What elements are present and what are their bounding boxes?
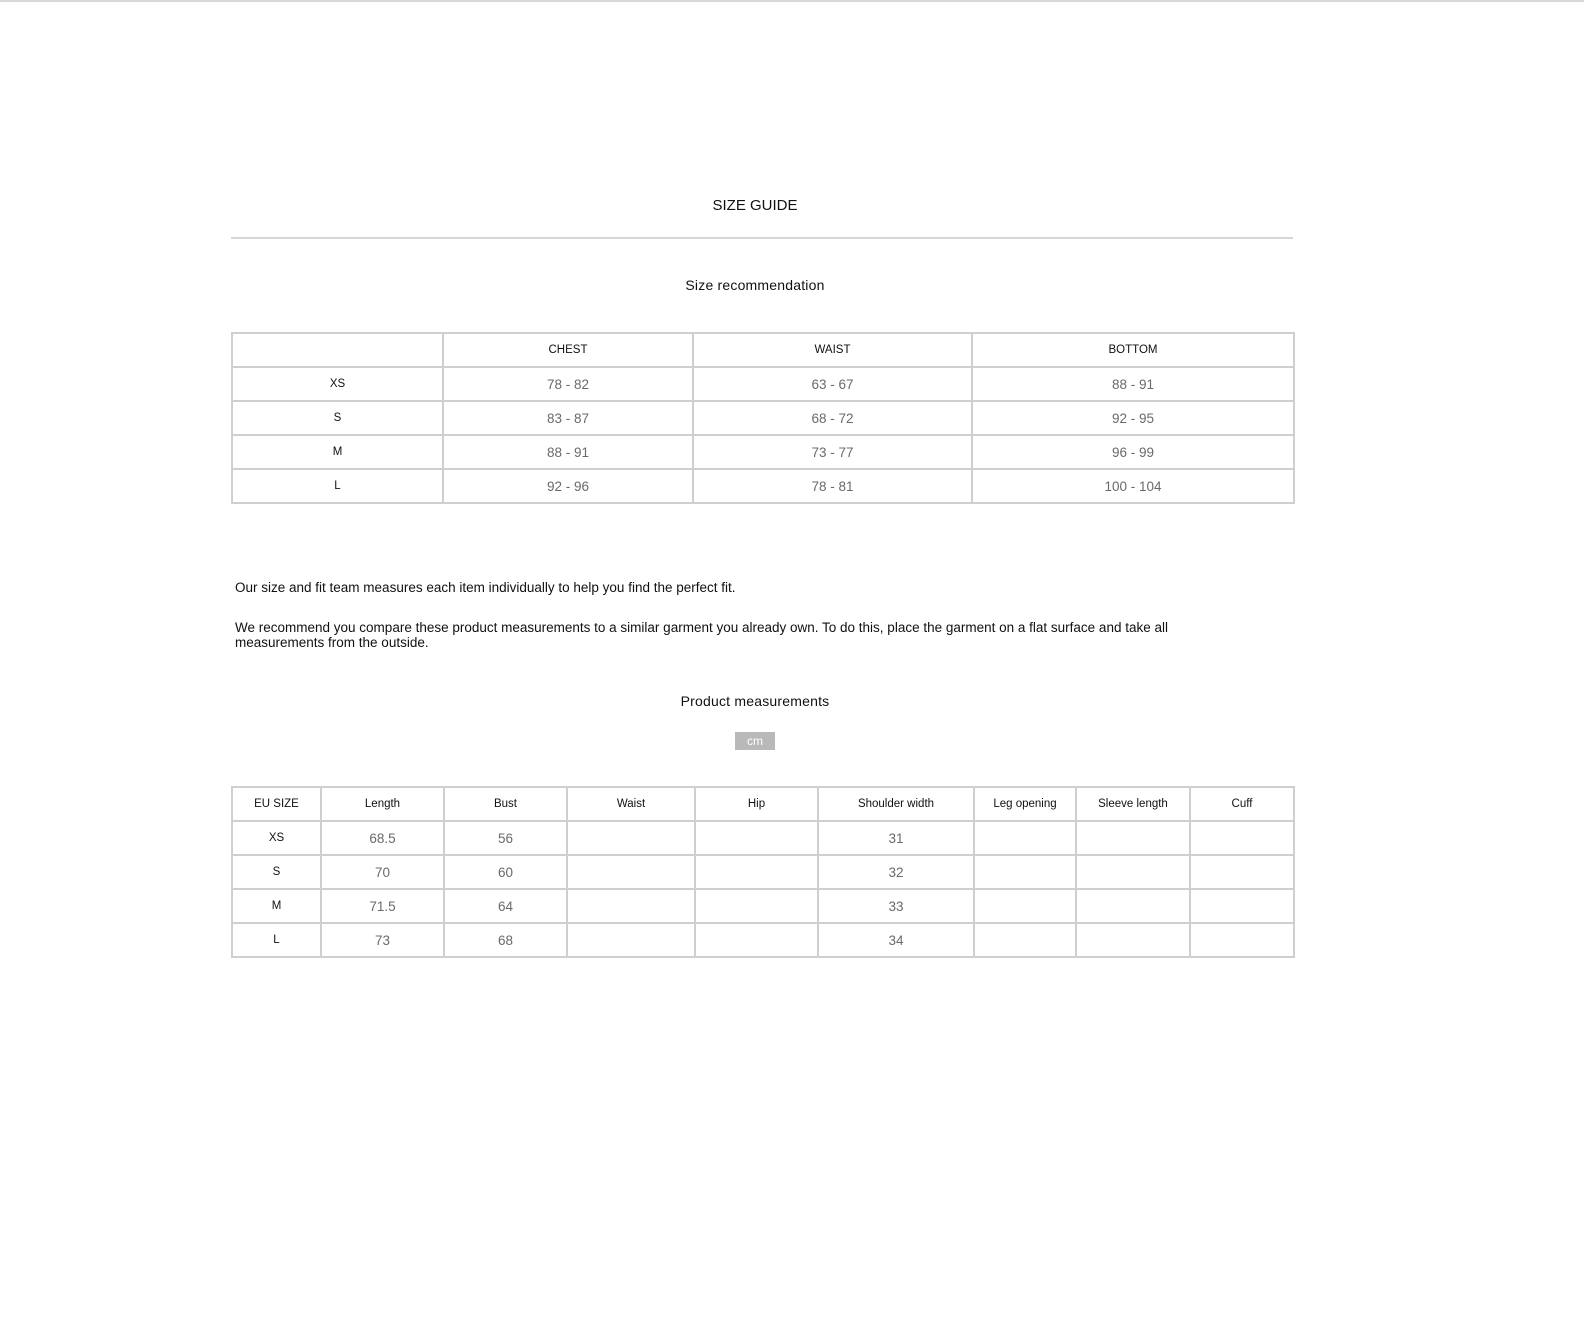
bust-value: 56 xyxy=(444,821,567,855)
cuff-value xyxy=(1190,855,1294,889)
header-cell-leg-opening: Leg opening xyxy=(974,787,1076,821)
header-cell-size xyxy=(232,333,443,367)
leg-opening-value xyxy=(974,855,1076,889)
fit-team-paragraph: Our size and fit team measures each item individually to help you find the perfect fit. xyxy=(235,580,736,595)
bust-value: 64 xyxy=(444,889,567,923)
cuff-value xyxy=(1190,821,1294,855)
size-recommendation-table xyxy=(231,332,1295,504)
top-border xyxy=(0,0,1584,2)
table-row xyxy=(232,367,1294,401)
cuff-value xyxy=(1190,923,1294,957)
waist-value: 73 - 77 xyxy=(693,435,972,469)
waist-value xyxy=(567,923,695,957)
product-measurements-heading: Product measurements xyxy=(680,693,830,709)
size-label: S xyxy=(232,855,321,889)
chest-value: 83 - 87 xyxy=(443,401,693,435)
shoulder-width-value: 31 xyxy=(818,821,974,855)
hip-value xyxy=(695,855,818,889)
header-cell-waist: WAIST xyxy=(693,333,972,367)
table-row xyxy=(232,401,1294,435)
cuff-value xyxy=(1190,889,1294,923)
hip-value xyxy=(695,889,818,923)
table-row xyxy=(232,435,1294,469)
hip-value xyxy=(695,923,818,957)
header-cell-bottom: BOTTOM xyxy=(972,333,1294,367)
waist-value: 78 - 81 xyxy=(693,469,972,503)
size-label: M xyxy=(232,435,443,469)
size-recommendation-heading: Size recommendation xyxy=(685,277,825,293)
size-label: L xyxy=(232,469,443,503)
header-cell-cuff: Cuff xyxy=(1190,787,1294,821)
page-title: SIZE GUIDE xyxy=(712,197,798,214)
shoulder-width-value: 33 xyxy=(818,889,974,923)
product-measurements-table xyxy=(231,786,1295,958)
table-row xyxy=(232,469,1294,503)
length-value: 68.5 xyxy=(321,821,444,855)
length-value: 70 xyxy=(321,855,444,889)
sleeve-length-value xyxy=(1076,855,1190,889)
header-cell-shoulder-width: Shoulder width xyxy=(818,787,974,821)
table-row xyxy=(232,923,1294,957)
hip-value xyxy=(695,821,818,855)
bottom-value: 88 - 91 xyxy=(972,367,1294,401)
size-label: S xyxy=(232,401,443,435)
header-cell-chest: CHEST xyxy=(443,333,693,367)
bottom-value: 100 - 104 xyxy=(972,469,1294,503)
length-value: 71.5 xyxy=(321,889,444,923)
waist-value xyxy=(567,821,695,855)
header-cell-eu-size: EU SIZE xyxy=(232,787,321,821)
bust-value: 60 xyxy=(444,855,567,889)
header-cell-sleeve-length: Sleeve length xyxy=(1076,787,1190,821)
waist-value xyxy=(567,855,695,889)
size-label: L xyxy=(232,923,321,957)
bottom-value: 96 - 99 xyxy=(972,435,1294,469)
table-row xyxy=(232,855,1294,889)
compare-paragraph: We recommend you compare these product measurements to a similar garment you already own. To do this, place the garment on a flat surface and take all measurements from the outside. xyxy=(235,620,1168,650)
header-cell-hip: Hip xyxy=(695,787,818,821)
size-label: XS xyxy=(232,367,443,401)
header-cell-waist: Waist xyxy=(567,787,695,821)
table-row xyxy=(232,889,1294,923)
chest-value: 88 - 91 xyxy=(443,435,693,469)
waist-value: 68 - 72 xyxy=(693,401,972,435)
length-value: 73 xyxy=(321,923,444,957)
size-label: M xyxy=(232,889,321,923)
header-cell-bust: Bust xyxy=(444,787,567,821)
bust-value: 68 xyxy=(444,923,567,957)
unit-toggle-cm[interactable]: cm xyxy=(735,732,775,750)
sleeve-length-value xyxy=(1076,821,1190,855)
shoulder-width-value: 32 xyxy=(818,855,974,889)
waist-value xyxy=(567,889,695,923)
table-header-row xyxy=(232,787,1294,821)
leg-opening-value xyxy=(974,923,1076,957)
header-cell-length: Length xyxy=(321,787,444,821)
leg-opening-value xyxy=(974,889,1076,923)
chest-value: 92 - 96 xyxy=(443,469,693,503)
waist-value: 63 - 67 xyxy=(693,367,972,401)
size-label: XS xyxy=(232,821,321,855)
title-divider xyxy=(231,237,1293,239)
sleeve-length-value xyxy=(1076,889,1190,923)
table-header-row xyxy=(232,333,1294,367)
sleeve-length-value xyxy=(1076,923,1190,957)
table-row xyxy=(232,821,1294,855)
leg-opening-value xyxy=(974,821,1076,855)
chest-value: 78 - 82 xyxy=(443,367,693,401)
shoulder-width-value: 34 xyxy=(818,923,974,957)
bottom-value: 92 - 95 xyxy=(972,401,1294,435)
